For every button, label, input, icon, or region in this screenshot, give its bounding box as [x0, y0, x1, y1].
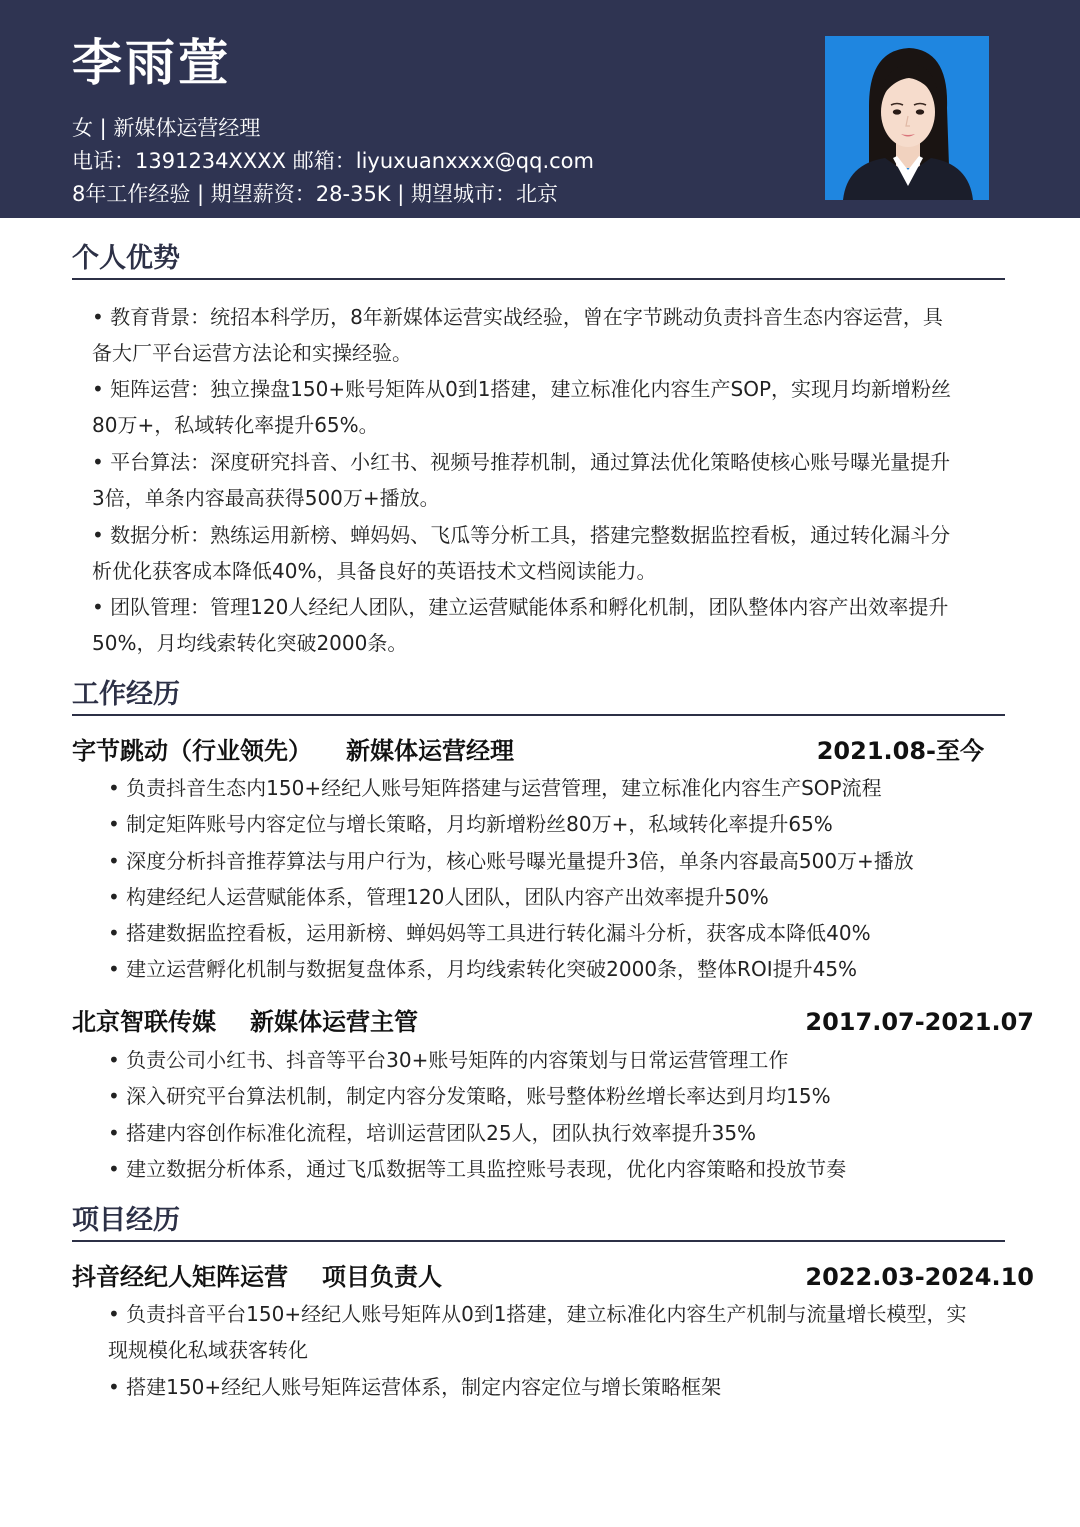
- job-bullet: • 建立运营孵化机制与数据复盘体系，月均线索转化突破2000条，整体ROI提升45%: [108, 957, 858, 981]
- project-bullet: • 负责抖音平台150+经纪人账号矩阵从0到1搭建，建立标准化内容生产机制与流量增长模型，实现规模化私域获客转化: [108, 1302, 967, 1362]
- advantage-item: • 教育背景：统招本科学历，8年新媒体运营实战经验，曾在字节跳动负责抖音生态内容运营，具备大厂平台运营方法论和实操经验。: [92, 305, 943, 365]
- job-bullet: • 制定矩阵账号内容定位与增长策略，月均新增粉丝80万+，私域转化率提升65%: [108, 812, 833, 836]
- job-header: [72, 1006, 1034, 1038]
- job-bullet: • 负责公司小红书、抖音等平台30+账号矩阵的内容策划与日常运营管理工作: [108, 1048, 789, 1072]
- profile-photo: [825, 36, 989, 200]
- job-bullet: • 建立数据分析体系，通过飞瓜数据等工具监控账号表现，优化内容策略和投放节奏: [108, 1157, 847, 1181]
- section-title-advantages: 个人优势: [72, 243, 180, 274]
- advantage-item: • 团队管理：管理120人经纪人团队，建立运营赋能体系和孵化机制，团队整体内容产出效率提升50%，月均线索转化突破2000条。: [92, 595, 949, 655]
- project-date: 2022.03-2024.10: [805, 1263, 1034, 1291]
- advantage-item: • 矩阵运营：独立操盘150+账号矩阵从0到1搭建，建立标准化内容生产SOP，实现月均新增粉丝80万+，私域转化率提升65%。: [92, 377, 952, 437]
- job-expectation: 8年工作经验 | 期望薪资：28-35K | 期望城市：北京: [72, 182, 559, 206]
- section-divider: [72, 1240, 1005, 1242]
- job-bullet: • 深入研究平台算法机制，制定内容分发策略，账号整体粉丝增长率达到月均15%: [108, 1084, 831, 1108]
- project-bullet: • 搭建150+经纪人账号矩阵运营体系，制定内容定位与增长策略框架: [108, 1375, 722, 1399]
- project-name: 抖音经纪人矩阵运营: [72, 1263, 288, 1291]
- job-bullet: • 深度分析抖音推荐算法与用户行为，核心账号曝光量提升3倍，单条内容最高500万+播放: [108, 849, 914, 873]
- job-bullet: • 负责抖音生态内150+经纪人账号矩阵搭建与运营管理，建立标准化内容生产SOP流程: [108, 776, 882, 800]
- job-role: 新媒体运营经理: [346, 737, 514, 765]
- candidate-name: 李雨萱: [72, 34, 231, 92]
- section-divider: [72, 278, 1005, 280]
- job-bullet: • 构建经纪人运营赋能体系，管理120人团队，团队内容产出效率提升50%: [108, 885, 769, 909]
- job-date: 2021.08-至今: [816, 737, 984, 765]
- contact-info: 电话：1391234XXXX 邮箱：liyuxuanxxxx@qq.com: [72, 149, 594, 173]
- job-date: 2017.07-2021.07: [805, 1008, 1034, 1036]
- resume-header: [0, 0, 1080, 218]
- gender-title: 女 | 新媒体运营经理: [72, 116, 261, 140]
- advantage-item: • 数据分析：熟练运用新榜、蝉妈妈、飞瓜等分析工具，搭建完整数据监控看板，通过转化漏斗分析优化获客成本降低40%，具备良好的英语技术文档阅读能力。: [92, 523, 951, 583]
- section-divider: [72, 714, 1005, 716]
- project-header: [72, 1261, 1034, 1293]
- portrait-image: [825, 36, 989, 200]
- job-bullet: • 搭建数据监控看板，运用新榜、蝉妈妈等工具进行转化漏斗分析，获客成本降低40%: [108, 921, 871, 945]
- project-role: 项目负责人: [322, 1263, 442, 1291]
- job-header: [72, 735, 1034, 767]
- advantage-item: • 平台算法：深度研究抖音、小红书、视频号推荐机制，通过算法优化策略使核心账号曝光量提升3倍，单条内容最高获得500万+播放。: [92, 450, 951, 510]
- job-role: 新媒体运营主管: [250, 1008, 418, 1036]
- company-name: 北京智联传媒: [72, 1008, 216, 1036]
- job-bullet: • 搭建内容创作标准化流程，培训运营团队25人，团队执行效率提升35%: [108, 1121, 757, 1145]
- section-title-projects: 项目经历: [72, 1205, 180, 1236]
- section-title-work: 工作经历: [72, 679, 180, 710]
- company-name: 字节跳动（行业领先）: [72, 737, 312, 765]
